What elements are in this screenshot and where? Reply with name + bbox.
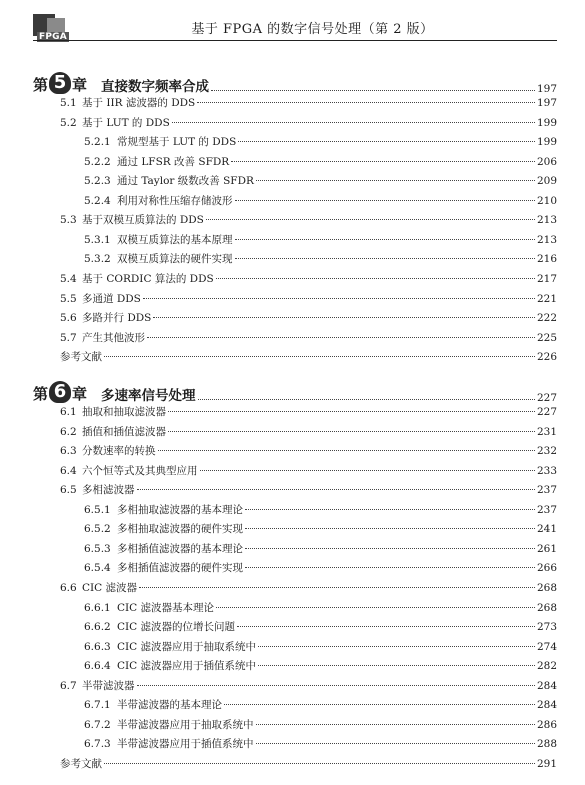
- toc-references-entry[interactable]: [60, 349, 557, 365]
- toc-entry[interactable]: [84, 193, 557, 209]
- page-number: 261: [536, 542, 557, 555]
- section-number: 6.6.2: [84, 621, 111, 634]
- toc-entry[interactable]: [84, 658, 557, 674]
- chapter-suffix: 章: [72, 385, 88, 403]
- toc-entry[interactable]: [84, 521, 557, 537]
- section-title: 参考文献: [60, 351, 102, 364]
- section-title: 多相抽取滤波器的硬件实现: [117, 523, 243, 536]
- page-number: 197: [536, 97, 557, 109]
- page-number: 288: [536, 738, 557, 751]
- toc-entry[interactable]: [84, 232, 557, 248]
- toc-entry[interactable]: [60, 291, 557, 307]
- page-number: 284: [536, 699, 557, 712]
- page-number: 282: [536, 660, 557, 673]
- page-number: 233: [536, 464, 557, 477]
- page-number: 226: [536, 351, 557, 364]
- dot-leader: [235, 200, 535, 201]
- chapter-heading[interactable]: [33, 382, 557, 404]
- section-title: CIC 滤波器的位增长问题: [117, 621, 236, 634]
- section-number: 6.6.3: [84, 640, 111, 653]
- section-number: 5.6: [60, 312, 77, 325]
- section-number: 5.3: [60, 214, 77, 227]
- dot-leader: [245, 567, 535, 568]
- dot-leader: [216, 278, 535, 279]
- dot-leader: [168, 431, 535, 432]
- dot-leader: [258, 646, 535, 647]
- page-number: 232: [536, 445, 557, 458]
- toc-entry[interactable]: [84, 639, 557, 655]
- section-number: 5.3.1: [84, 233, 111, 246]
- toc-entry[interactable]: [60, 212, 557, 228]
- toc-entry[interactable]: [84, 251, 557, 267]
- toc-entry[interactable]: [84, 154, 557, 170]
- page-number: 241: [536, 523, 557, 536]
- section-title: 双模互质算法的基本原理: [117, 233, 233, 246]
- toc-entry[interactable]: [84, 502, 557, 518]
- dot-leader: [256, 180, 535, 181]
- page-number: 286: [536, 718, 557, 731]
- dot-leader: [238, 141, 535, 142]
- toc-entry[interactable]: [60, 482, 557, 498]
- page-number: 222: [536, 312, 557, 325]
- toc-entry[interactable]: [84, 134, 557, 150]
- chapter-number: 6: [49, 381, 71, 403]
- dot-leader: [206, 219, 535, 220]
- section-title: CIC 滤波器: [82, 581, 138, 594]
- chapter-number: 5: [49, 72, 71, 94]
- section-title: 抽取和抽取滤波器: [82, 406, 166, 418]
- section-title: 多相插值滤波器的硬件实现: [117, 562, 243, 575]
- section-number: 6.4: [60, 464, 77, 477]
- page-number: 216: [536, 253, 557, 266]
- page-number: 210: [536, 194, 557, 207]
- section-title: 参考文献: [60, 757, 102, 770]
- section-title: 利用对称性压缩存储波形: [117, 194, 233, 207]
- dot-leader: [245, 548, 535, 549]
- toc-entry[interactable]: [84, 173, 557, 189]
- dot-leader: [216, 607, 535, 608]
- section-number: 5.1: [60, 97, 77, 109]
- section-number: 6.5.2: [84, 523, 111, 536]
- toc-entry[interactable]: [84, 619, 557, 635]
- section-number: 6.6: [60, 581, 77, 594]
- page-number: 273: [536, 621, 557, 634]
- dot-leader: [147, 337, 535, 338]
- section-number: 5.7: [60, 331, 77, 344]
- page-number: 209: [536, 175, 557, 188]
- section-number: 5.3.2: [84, 253, 111, 266]
- section-title: 多路并行 DDS: [82, 312, 152, 325]
- toc-entry[interactable]: [60, 404, 557, 420]
- section-title: 半带滤波器的基本理论: [117, 699, 222, 712]
- page-number: 266: [536, 562, 557, 575]
- toc-entry[interactable]: [84, 736, 557, 752]
- dot-leader: [245, 509, 535, 510]
- dot-leader: [211, 90, 535, 91]
- page-number: 199: [536, 136, 557, 149]
- section-title: 基于 IIR 滤波器的 DDS: [82, 97, 196, 109]
- section-number: 5.4: [60, 272, 77, 285]
- page-number: 237: [536, 503, 557, 516]
- section-number: 5.5: [60, 292, 77, 305]
- page-number: 231: [536, 425, 557, 438]
- toc-entry[interactable]: [60, 115, 557, 131]
- page-number: 213: [536, 214, 557, 227]
- toc-entry[interactable]: [84, 697, 557, 713]
- section-title: 基于双模互质算法的 DDS: [82, 214, 204, 227]
- section-title: 基于 CORDIC 算法的 DDS: [82, 272, 214, 285]
- page-number: 227: [536, 392, 557, 404]
- section-number: 6.6.4: [84, 660, 111, 673]
- page-number: 274: [536, 640, 557, 653]
- page-number: 206: [536, 155, 557, 168]
- page-number: 225: [536, 331, 557, 344]
- section-title: CIC 滤波器应用于插值系统中: [117, 660, 257, 673]
- page-number: 221: [536, 292, 557, 305]
- section-title: 六个恒等式及其典型应用: [82, 464, 198, 477]
- section-number: 5.2.4: [84, 194, 111, 207]
- toc-entry[interactable]: [60, 424, 557, 440]
- section-title: 通过 Taylor 级数改善 SFDR: [117, 175, 254, 188]
- section-title: 插值和插值滤波器: [82, 425, 166, 438]
- section-number: 5.2: [60, 116, 77, 129]
- page-number: 199: [536, 116, 557, 129]
- section-title: 多相插值滤波器的基本理论: [117, 542, 243, 555]
- section-number: 5.2.2: [84, 155, 111, 168]
- dot-leader: [168, 411, 535, 412]
- page-number: 268: [536, 601, 557, 614]
- section-title: 半带滤波器应用于抽取系统中: [117, 718, 254, 731]
- chapter-title: 多速率信号处理: [101, 388, 196, 404]
- section-number: 6.7.1: [84, 699, 111, 712]
- page-number: 213: [536, 233, 557, 246]
- dot-leader: [224, 704, 535, 705]
- section-title: 多相抽取滤波器的基本理论: [117, 503, 243, 516]
- section-number: 6.5.4: [84, 562, 111, 575]
- section-number: 6.7: [60, 679, 77, 692]
- dot-leader: [200, 470, 535, 471]
- section-title: 常规型基于 LUT 的 DDS: [117, 136, 237, 149]
- toc-entry[interactable]: [60, 310, 557, 326]
- toc-entry[interactable]: [60, 95, 557, 111]
- dot-leader: [256, 724, 535, 725]
- section-title: 产生其他波形: [82, 331, 145, 344]
- page-number: 291: [536, 757, 557, 770]
- section-title: 多相滤波器: [82, 484, 135, 497]
- section-number: 5.2.3: [84, 175, 111, 188]
- section-number: 6.7.3: [84, 738, 111, 751]
- book-title: 基于 FPGA 的数字信号处理（第 2 版）: [191, 22, 434, 37]
- dot-leader: [172, 122, 535, 123]
- toc-entry[interactable]: [84, 600, 557, 616]
- section-number: 5.2.1: [84, 136, 111, 149]
- section-number: 6.5.1: [84, 503, 111, 516]
- section-title: 半带滤波器应用于插值系统中: [117, 738, 254, 751]
- page-number: 217: [536, 272, 557, 285]
- page-header: [0, 0, 585, 50]
- dot-leader: [235, 258, 535, 259]
- dot-leader: [256, 743, 535, 744]
- section-title: 半带滤波器: [82, 679, 135, 692]
- section-title: 双模互质算法的硬件实现: [117, 253, 233, 266]
- dot-leader: [104, 356, 535, 357]
- dot-leader: [153, 317, 535, 318]
- dot-leader: [137, 489, 535, 490]
- dot-leader: [158, 450, 535, 451]
- dot-leader: [237, 626, 535, 627]
- page-number: 284: [536, 679, 557, 692]
- section-number: 6.1: [60, 406, 77, 418]
- page-number: 268: [536, 581, 557, 594]
- section-title: CIC 滤波器基本理论: [117, 601, 215, 614]
- section-number: 6.5: [60, 484, 77, 497]
- section-title: CIC 滤波器应用于抽取系统中: [117, 640, 257, 653]
- section-title: 基于 LUT 的 DDS: [82, 116, 170, 129]
- dot-leader: [137, 685, 535, 686]
- dot-leader: [245, 528, 535, 529]
- chapter-prefix: 第: [33, 76, 49, 94]
- toc-entry[interactable]: [84, 541, 557, 557]
- section-title: 分数速率的转换: [82, 445, 156, 458]
- chapter-suffix: 章: [72, 76, 88, 94]
- dot-leader: [143, 298, 535, 299]
- toc-references-entry[interactable]: [60, 756, 557, 772]
- chapter-prefix: 第: [33, 385, 49, 403]
- dot-leader: [231, 161, 535, 162]
- toc-entry[interactable]: [60, 330, 557, 346]
- dot-leader: [197, 102, 535, 103]
- section-number: 6.5.3: [84, 542, 111, 555]
- page-number: 197: [536, 83, 557, 95]
- toc-entry[interactable]: [60, 443, 557, 459]
- dot-leader: [258, 665, 535, 666]
- toc-entry[interactable]: [84, 560, 557, 576]
- section-number: 6.2: [60, 425, 77, 438]
- section-title: 通过 LFSR 改善 SFDR: [117, 155, 230, 168]
- section-number: 6.3: [60, 445, 77, 458]
- dot-leader: [198, 399, 535, 400]
- toc-entry[interactable]: [60, 678, 557, 694]
- toc-entry[interactable]: [60, 271, 557, 287]
- toc-entry[interactable]: [60, 580, 557, 596]
- dot-leader: [104, 763, 535, 764]
- dot-leader: [139, 587, 535, 588]
- page-number: 227: [536, 406, 557, 418]
- section-number: 6.7.2: [84, 718, 111, 731]
- chapter-title: 直接数字频率合成: [101, 79, 210, 95]
- section-title: 多通道 DDS: [82, 292, 141, 305]
- section-number: 6.6.1: [84, 601, 111, 614]
- page-number: 237: [536, 484, 557, 497]
- toc-entry[interactable]: [60, 463, 557, 479]
- toc-entry[interactable]: [84, 717, 557, 733]
- header-rule: [33, 40, 557, 41]
- dot-leader: [235, 239, 535, 240]
- chapter-heading[interactable]: [33, 73, 557, 95]
- logo-text: FPGA: [39, 32, 67, 42]
